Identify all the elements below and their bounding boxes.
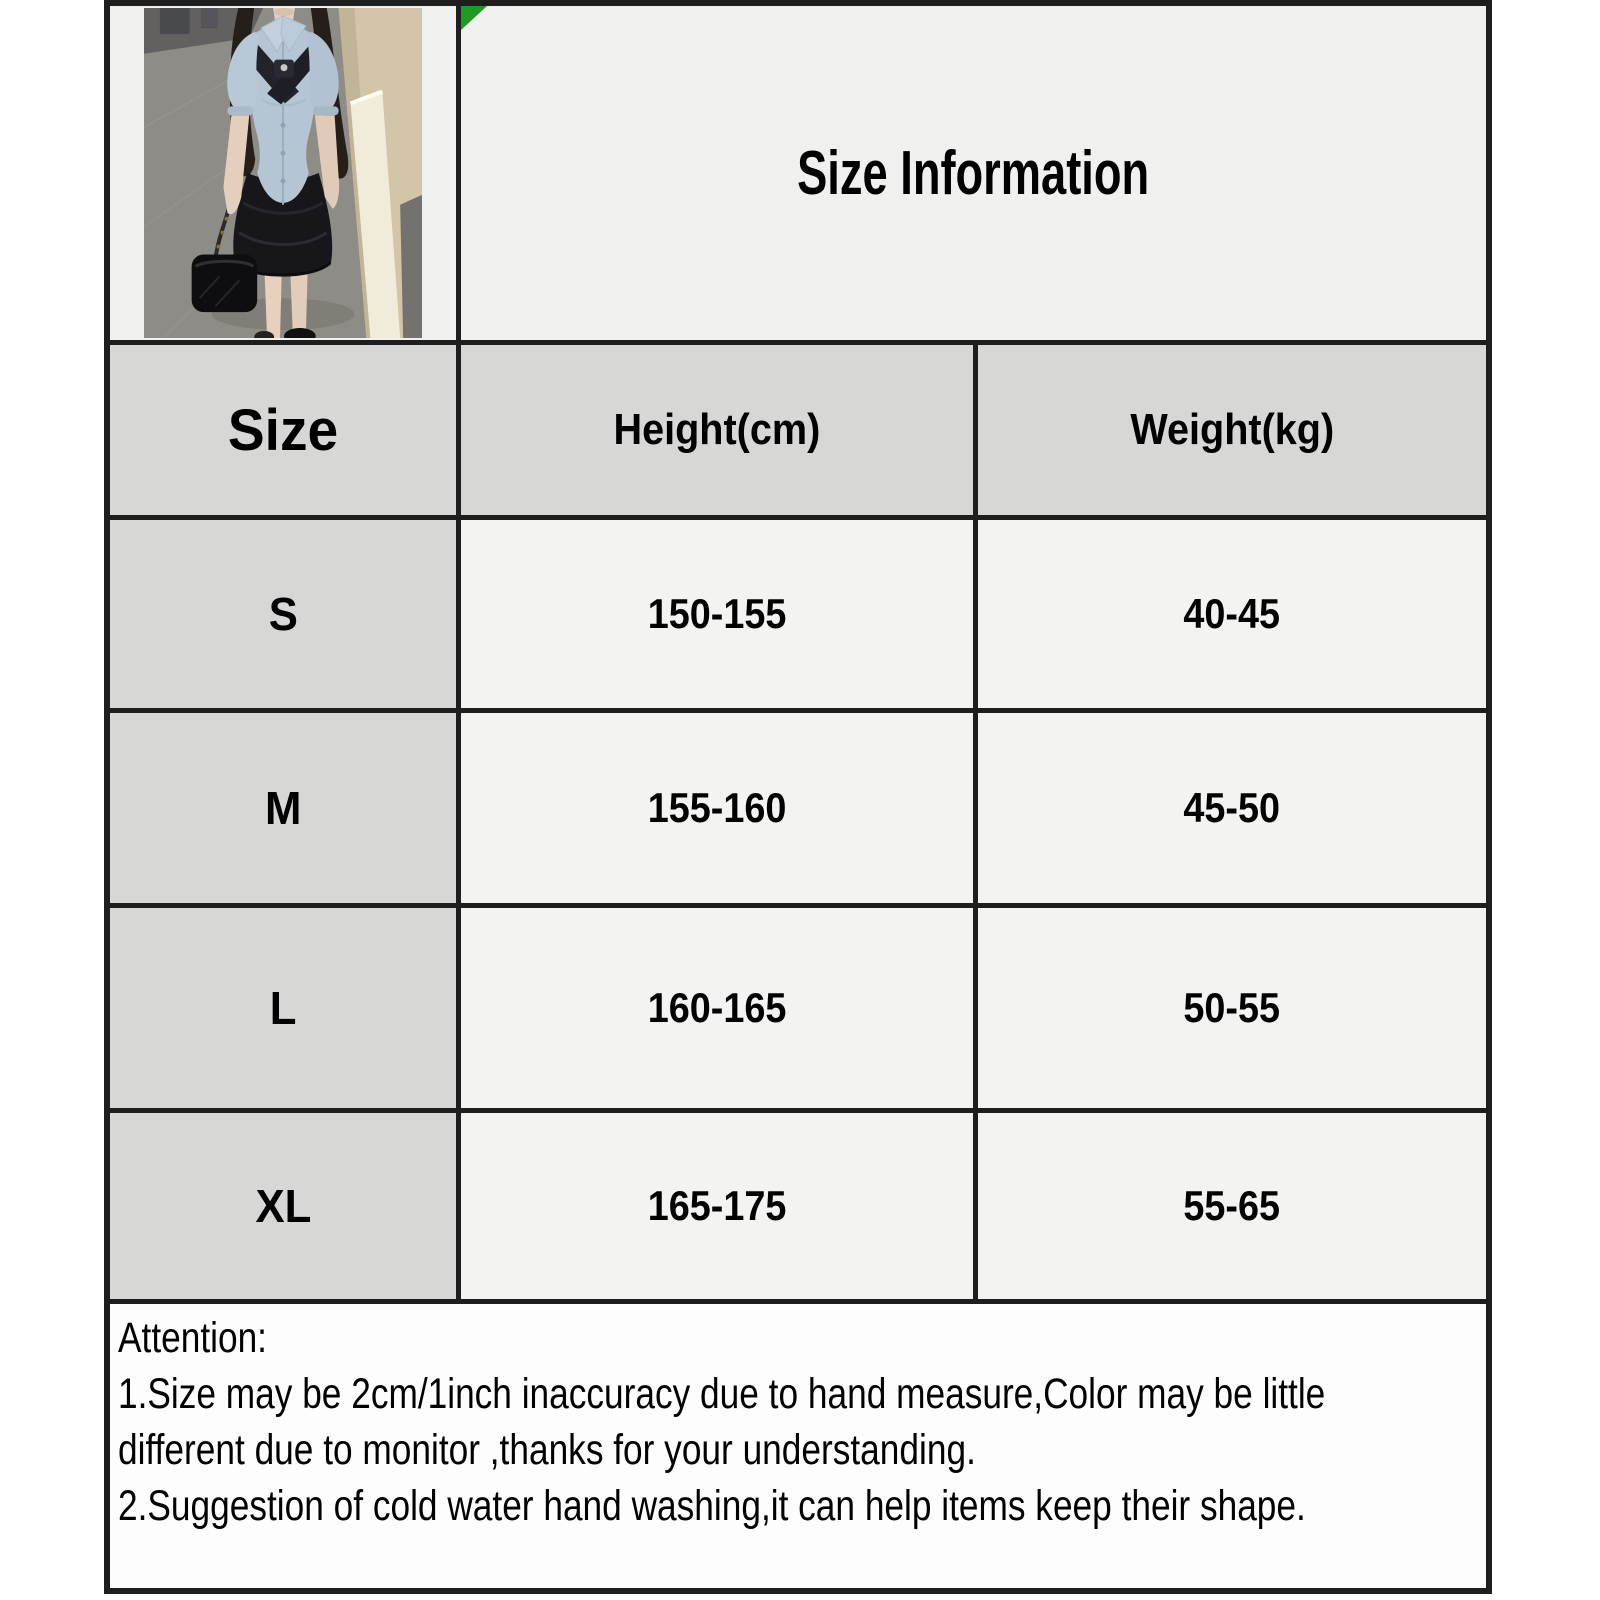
product-photo-illustration <box>144 8 422 338</box>
height-value: 150-155 <box>647 590 787 637</box>
product-photo-cell <box>110 6 456 340</box>
green-corner-icon <box>461 6 487 30</box>
size-label: L <box>269 982 297 1034</box>
attention-heading: Attention: <box>118 1314 267 1362</box>
attention-line: 1.Size may be 2cm/1inch inaccuracy due to hand measure,Color may be little <box>118 1370 1326 1418</box>
weight-cell <box>978 1113 1486 1299</box>
header-size <box>110 345 456 515</box>
size-label: S <box>268 588 298 640</box>
height-value: 155-160 <box>647 784 787 831</box>
size-label: M <box>264 782 302 834</box>
size-cell <box>110 1113 456 1299</box>
size-cell <box>110 713 456 903</box>
attention-line: 2.Suggestion of cold water hand washing,it can help items keep their shape. <box>118 1482 1306 1530</box>
height-value: 160-165 <box>647 984 787 1031</box>
height-cell <box>461 1113 973 1299</box>
weight-cell <box>978 520 1486 708</box>
height-cell <box>461 713 973 903</box>
weight-value: 50-55 <box>1183 984 1281 1031</box>
weight-value: 55-65 <box>1183 1182 1281 1229</box>
attention-cell <box>110 1304 1486 1588</box>
page-title: Size Information <box>797 138 1150 208</box>
header-height <box>461 345 973 515</box>
weight-cell <box>978 908 1486 1108</box>
height-cell <box>461 908 973 1108</box>
weight-value: 45-50 <box>1183 784 1281 831</box>
size-label: XL <box>255 1180 311 1232</box>
weight-value: 40-45 <box>1183 590 1281 637</box>
header-size-label: Size <box>227 397 339 463</box>
title-cell <box>461 6 1486 340</box>
attention-line: different due to monitor ,thanks for your understanding. <box>118 1426 976 1474</box>
header-weight <box>978 345 1486 515</box>
height-value: 165-175 <box>647 1182 787 1229</box>
header-weight-label: Weight(kg) <box>1130 405 1334 454</box>
size-cell <box>110 520 456 708</box>
size-cell <box>110 908 456 1108</box>
size-table <box>104 0 1492 1594</box>
weight-cell <box>978 713 1486 903</box>
header-height-label: Height(cm) <box>613 405 821 454</box>
height-cell <box>461 520 973 708</box>
